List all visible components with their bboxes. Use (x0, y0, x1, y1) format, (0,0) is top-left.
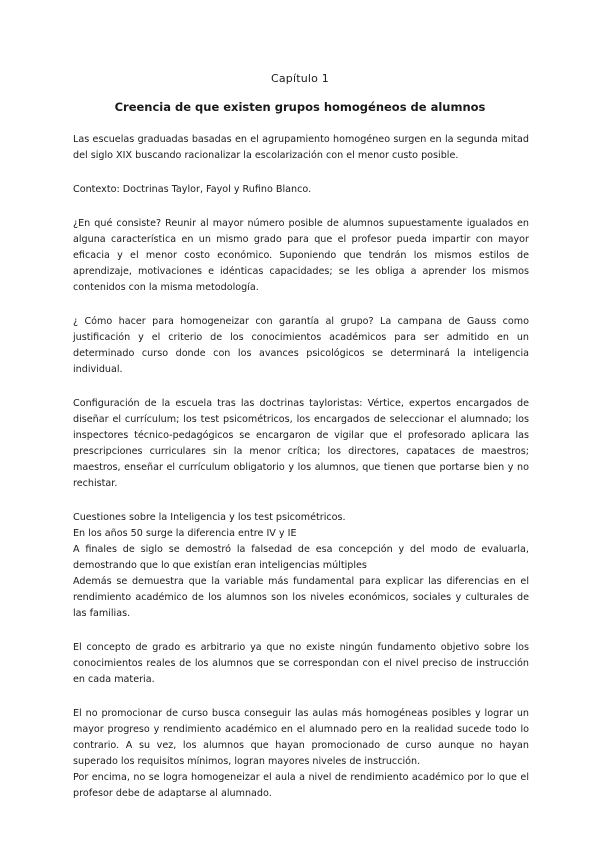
paragraph-multiple-intelligences: A finales de siglo se demostró la falsedad de esa concepción y del modo de evaluarla, demostrando que lo que existían eran inteligencias múltiples (73, 544, 529, 571)
document-body (73, 132, 529, 802)
paragraph-how-homogenize: ¿ Cómo hacer para homogeneizar con garantía al grupo? La campana de Gauss como justificación y el criterio de los conocimientos académicos para ser admitido en un determinado curso donde con los avances psicológicos se determinará la inteligencia individual. (73, 316, 529, 375)
paragraph-context: Contexto: Doctrinas Taylor, Fayol y Rufino Blanco. (73, 184, 312, 195)
paragraph-socioeconomic: Además se demuestra que la variable más fundamental para explicar las diferencias en el rendimiento académico de los alumnos son los niveles económicos, sociales y culturales de las familias. (73, 576, 529, 619)
paragraph-teacher-adapts: Por encima, no se logra homogeneizar el aula a nivel de rendimiento académico por lo que el profesor debe de adaptarse al alumnado. (73, 772, 529, 799)
chapter-heading: Capítulo 1 (270, 72, 330, 85)
paragraph-graded-schools: Las escuelas graduadas basadas en el agrupamiento homogéneo surgen en la segunda mitad del siglo XIX buscando racionalizar la escolarización con el menor custo posible. (73, 134, 529, 161)
paragraph-intelligence-questions: Cuestiones sobre la Inteligencia y los test psicométricos. (73, 512, 346, 523)
paragraph-iv-ie: En los años 50 surge la diferencia entre IV y IE (73, 528, 297, 539)
paragraph-what-is-it: ¿En qué consiste? Reunir al mayor número posible de alumnos supuestamente igualados en alguna característica en un mismo grado para que el profesor pueda impartir con mayor eficacia y el menor costo económico. Suponiendo que tendrán los mismos estilos de aprendizaje, motivaciones e idénticas capacidades; se les obliga a aprender los mismos contenidos con la misma metodología. (73, 218, 529, 293)
paragraph-grade-concept: El concepto de grado es arbitrario ya que no existe ningún fundamento objetivo sobre los conocimientos reales de los alumnos que se correspondan con el nivel preciso de instrucción en cada materia. (73, 642, 529, 685)
paragraph-taylorist-config: Configuración de la escuela tras las doctrinas tayloristas: Vértice, expertos encargados de diseñar el currículum; los test psicométricos, los encargados de seleccionar el alumnado; los inspectores técnico-pedagógicos se encargaron de vigilar que el profesorado aplicara las prescripciones curriculares sin la menor crítica; los directores, capataces de maestros; maestros, enseñar el currículum obligatorio y los alumnos, que tienen que portarse bien y no rechistar. (73, 398, 529, 489)
chapter-title: Creencia de que existen grupos homogéneos de alumnos (114, 100, 486, 114)
paragraph-non-promotion: El no promocionar de curso busca conseguir las aulas más homogéneas posibles y lograr un mayor progreso y rendimiento académico en el alumnado pero en la realidad sucede todo lo contrario. A su vez, los alumnos que hayan promocionado de curso aunque no hayan superado los requisitos mínimos, logran mayores niveles de instrucción. (73, 708, 529, 767)
